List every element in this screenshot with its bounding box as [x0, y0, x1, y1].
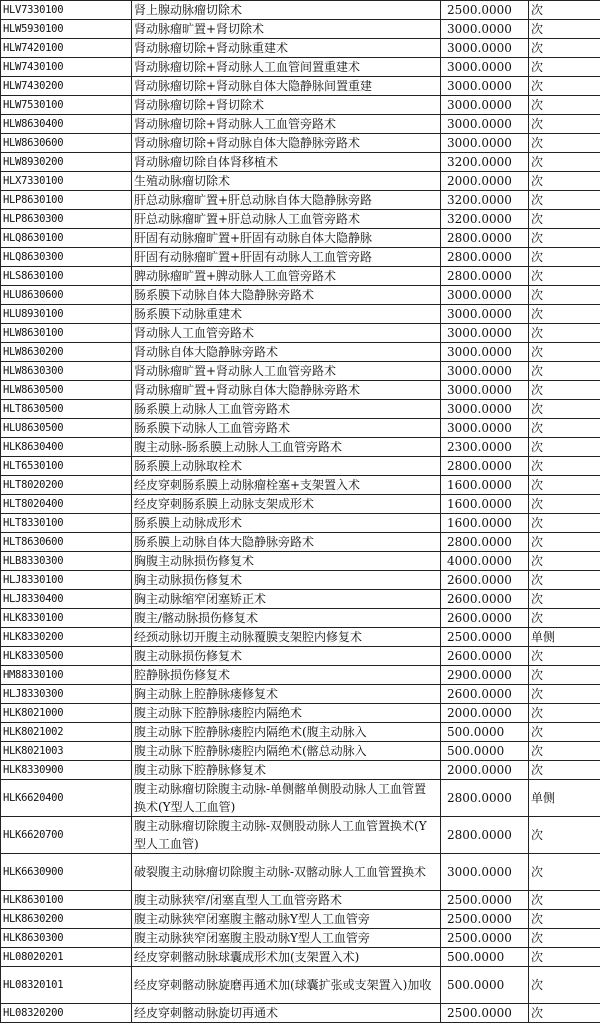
- item-name-cell: 经皮穿刺髂动脉旋磨再通术加(球囊扩张或支架置入)加收: [132, 967, 441, 1004]
- table-row: [1, 134, 600, 153]
- item-price-cell: 2500.0000: [441, 1004, 529, 1023]
- item-price-cell: 500.0000: [441, 948, 529, 967]
- item-price-cell: 3000.0000: [441, 96, 529, 115]
- item-unit-cell: 次: [529, 1, 600, 20]
- item-code-cell: HLJ8330300: [1, 685, 132, 704]
- item-unit-cell: 次: [529, 400, 600, 419]
- item-name-cell: 肠系膜上动脉人工血管旁路术: [132, 400, 441, 419]
- item-price-cell: 3200.0000: [441, 191, 529, 210]
- item-price-cell: 2600.0000: [441, 647, 529, 666]
- item-unit-cell: 次: [529, 609, 600, 628]
- item-name-cell: 肠系膜上动脉取栓术: [132, 457, 441, 476]
- item-code-cell: HLK8630400: [1, 438, 132, 457]
- table-row: [1, 210, 600, 229]
- table-row: [1, 457, 600, 476]
- item-price-cell: 3000.0000: [441, 134, 529, 153]
- item-name-cell: 经皮穿刺髂动脉球囊成形术加(支架置入术): [132, 948, 441, 967]
- item-name-cell: 肝固有动脉瘤旷置+肝固有动脉人工血管旁路: [132, 248, 441, 267]
- item-name-cell: 肾动脉瘤切除自体肾移植术: [132, 153, 441, 172]
- item-price-cell: 2800.0000: [441, 267, 529, 286]
- table-row: [1, 761, 600, 780]
- table-row: [1, 248, 600, 267]
- item-price-cell: 3000.0000: [441, 324, 529, 343]
- item-price-cell: 2800.0000: [441, 457, 529, 476]
- table-row: [1, 172, 600, 191]
- item-price-cell: 2500.0000: [441, 910, 529, 929]
- item-unit-cell: 次: [529, 381, 600, 400]
- item-code-cell: HLT8630500: [1, 400, 132, 419]
- item-price-cell: 4000.0000: [441, 552, 529, 571]
- item-code-cell: HLB8330300: [1, 552, 132, 571]
- item-price-cell: 3200.0000: [441, 153, 529, 172]
- item-unit-cell: 单侧: [529, 628, 600, 647]
- item-name-cell: 肾动脉瘤切除+肾动脉自体大隐静脉间置重建: [132, 77, 441, 96]
- item-name-cell: 胸主动脉缩窄闭塞矫正术: [132, 590, 441, 609]
- item-unit-cell: 次: [529, 172, 600, 191]
- table-row: [1, 552, 600, 571]
- item-price-cell: 1600.0000: [441, 495, 529, 514]
- item-unit-cell: 次: [529, 324, 600, 343]
- item-unit-cell: 次: [529, 647, 600, 666]
- item-unit-cell: 次: [529, 343, 600, 362]
- item-price-cell: 2600.0000: [441, 609, 529, 628]
- item-unit-cell: 次: [529, 419, 600, 438]
- item-name-cell: 肾动脉瘤旷置+肾动脉自体大隐静脉旁路术: [132, 381, 441, 400]
- table-row: [1, 400, 600, 419]
- item-price-cell: 3000.0000: [441, 362, 529, 381]
- item-code-cell: HLW7420100: [1, 39, 132, 58]
- item-unit-cell: 次: [529, 77, 600, 96]
- table-row: [1, 929, 600, 948]
- item-code-cell: HLK6630900: [1, 854, 132, 891]
- item-unit-cell: 次: [529, 1004, 600, 1023]
- item-unit-cell: 次: [529, 817, 600, 854]
- table-row: [1, 533, 600, 552]
- item-code-cell: HLJ8330100: [1, 571, 132, 590]
- item-code-cell: HLJ8330400: [1, 590, 132, 609]
- table-row: [1, 571, 600, 590]
- item-unit-cell: 次: [529, 533, 600, 552]
- item-name-cell: 肠系膜下动脉重建术: [132, 305, 441, 324]
- item-name-cell: 肾动脉瘤旷置+肾切除术: [132, 20, 441, 39]
- item-price-cell: 2500.0000: [441, 628, 529, 647]
- item-name-cell: 腹主动脉下腔静脉瘘腔内隔绝术(髂总动脉入: [132, 742, 441, 761]
- item-code-cell: HLK8330200: [1, 628, 132, 647]
- item-unit-cell: 次: [529, 704, 600, 723]
- item-name-cell: 腹主动脉狭窄/闭塞直型人工血管旁路术: [132, 891, 441, 910]
- item-unit-cell: 次: [529, 20, 600, 39]
- item-price-cell: 2500.0000: [441, 1, 529, 20]
- item-unit-cell: 次: [529, 476, 600, 495]
- item-name-cell: 腹主动脉下腔静脉修复术: [132, 761, 441, 780]
- item-price-cell: 3000.0000: [441, 58, 529, 77]
- item-code-cell: HLU8630600: [1, 286, 132, 305]
- table-row: [1, 381, 600, 400]
- item-name-cell: 肾动脉瘤切除+肾切除术: [132, 96, 441, 115]
- item-name-cell: 肝总动脉瘤旷置+肝总动脉人工血管旁路术: [132, 210, 441, 229]
- item-price-cell: 2600.0000: [441, 685, 529, 704]
- item-code-cell: HLQ8630300: [1, 248, 132, 267]
- item-name-cell: 胸腹主动脉损伤修复术: [132, 552, 441, 571]
- item-price-cell: 2000.0000: [441, 761, 529, 780]
- item-code-cell: HLW8630300: [1, 362, 132, 381]
- item-unit-cell: 次: [529, 248, 600, 267]
- item-unit-cell: 次: [529, 191, 600, 210]
- table-row: [1, 910, 600, 929]
- item-unit-cell: 次: [529, 723, 600, 742]
- item-code-cell: HLW8630200: [1, 343, 132, 362]
- table-row: [1, 704, 600, 723]
- item-code-cell: HLT8330100: [1, 514, 132, 533]
- item-code-cell: HLS8630100: [1, 267, 132, 286]
- item-name-cell: 肾动脉人工血管旁路术: [132, 324, 441, 343]
- item-unit-cell: 次: [529, 210, 600, 229]
- item-name-cell: 肝总动脉瘤旷置+肝总动脉自体大隐静脉旁路: [132, 191, 441, 210]
- item-price-cell: 3000.0000: [441, 419, 529, 438]
- item-price-cell: 3000.0000: [441, 381, 529, 400]
- table-row: [1, 39, 600, 58]
- table-row: [1, 20, 600, 39]
- item-code-cell: HLT8020400: [1, 495, 132, 514]
- item-code-cell: HLK8021000: [1, 704, 132, 723]
- item-code-cell: HLK8630300: [1, 929, 132, 948]
- table-row: [1, 590, 600, 609]
- item-price-cell: 3000.0000: [441, 854, 529, 891]
- table-row: [1, 343, 600, 362]
- item-price-cell: 3000.0000: [441, 400, 529, 419]
- item-code-cell: HLK8021003: [1, 742, 132, 761]
- table-row: [1, 1004, 600, 1023]
- item-name-cell: 腹主动脉-肠系膜上动脉人工血管旁路术: [132, 438, 441, 457]
- item-name-cell: 生殖动脉瘤切除术: [132, 172, 441, 191]
- item-name-cell: 经皮穿刺髂动脉旋切再通术: [132, 1004, 441, 1023]
- item-unit-cell: 次: [529, 39, 600, 58]
- item-code-cell: HLW7430200: [1, 77, 132, 96]
- item-price-cell: 3000.0000: [441, 286, 529, 305]
- item-code-cell: HL08320101: [1, 967, 132, 1004]
- item-name-cell: 肠系膜上动脉成形术: [132, 514, 441, 533]
- item-code-cell: HLW8630100: [1, 324, 132, 343]
- item-unit-cell: 次: [529, 666, 600, 685]
- table-row: [1, 476, 600, 495]
- item-code-cell: HLT6530100: [1, 457, 132, 476]
- table-row: [1, 229, 600, 248]
- item-code-cell: HLK8330500: [1, 647, 132, 666]
- item-code-cell: HLK8630100: [1, 891, 132, 910]
- item-price-cell: 1600.0000: [441, 514, 529, 533]
- item-name-cell: 腹主动脉狭窄闭塞腹主髂动脉Y型人工血管旁: [132, 910, 441, 929]
- item-name-cell: 经皮穿刺肠系膜上动脉支架成形术: [132, 495, 441, 514]
- item-unit-cell: 次: [529, 685, 600, 704]
- table-row: [1, 362, 600, 381]
- item-name-cell: 腹主/髂动脉损伤修复术: [132, 609, 441, 628]
- item-name-cell: 腔静脉损伤修复术: [132, 666, 441, 685]
- item-name-cell: 肾动脉瘤旷置+肾动脉人工血管旁路术: [132, 362, 441, 381]
- item-price-cell: 2900.0000: [441, 666, 529, 685]
- item-unit-cell: 次: [529, 286, 600, 305]
- price-table-body: [1, 1, 600, 1023]
- item-code-cell: HLK6620700: [1, 817, 132, 854]
- item-price-cell: 3000.0000: [441, 305, 529, 324]
- item-unit-cell: 次: [529, 929, 600, 948]
- item-unit-cell: 次: [529, 761, 600, 780]
- item-unit-cell: 次: [529, 457, 600, 476]
- item-price-cell: 2300.0000: [441, 438, 529, 457]
- item-code-cell: HLW8930200: [1, 153, 132, 172]
- item-unit-cell: 次: [529, 438, 600, 457]
- item-code-cell: HLU8930100: [1, 305, 132, 324]
- item-code-cell: HLU8630500: [1, 419, 132, 438]
- item-name-cell: 腹主动脉下腔静脉瘘腔内隔绝术(腹主动脉入: [132, 723, 441, 742]
- item-unit-cell: 次: [529, 910, 600, 929]
- item-price-cell: 500.0000: [441, 967, 529, 1004]
- item-price-cell: 1600.0000: [441, 476, 529, 495]
- item-code-cell: HLP8630100: [1, 191, 132, 210]
- item-price-cell: 3000.0000: [441, 39, 529, 58]
- table-row: [1, 628, 600, 647]
- table-row: [1, 438, 600, 457]
- item-unit-cell: 次: [529, 229, 600, 248]
- item-name-cell: 经皮穿刺肠系膜上动脉瘤栓塞+支架置入术: [132, 476, 441, 495]
- item-name-cell: 腹主动脉瘤切除腹主动脉-双侧股动脉人工血管置换术(Y型人工血管): [132, 817, 441, 854]
- table-row: [1, 891, 600, 910]
- table-row: [1, 324, 600, 343]
- item-code-cell: HLW8630400: [1, 115, 132, 134]
- table-row: [1, 495, 600, 514]
- table-row: [1, 286, 600, 305]
- item-name-cell: 腹主动脉瘤切除腹主动脉-单侧髂单侧股动脉人工血管置换术(Y型人工血管): [132, 780, 441, 817]
- item-unit-cell: 次: [529, 590, 600, 609]
- item-code-cell: HLT8630600: [1, 533, 132, 552]
- item-unit-cell: 次: [529, 891, 600, 910]
- item-name-cell: 腹主动脉狭窄闭塞腹主股动脉Y型人工血管旁: [132, 929, 441, 948]
- item-unit-cell: 次: [529, 153, 600, 172]
- item-code-cell: HLX7330100: [1, 172, 132, 191]
- item-code-cell: HLW7530100: [1, 96, 132, 115]
- item-unit-cell: 次: [529, 58, 600, 77]
- item-unit-cell: 次: [529, 267, 600, 286]
- item-price-cell: 3200.0000: [441, 210, 529, 229]
- item-unit-cell: 次: [529, 362, 600, 381]
- table-row: [1, 609, 600, 628]
- item-unit-cell: 单侧: [529, 780, 600, 817]
- table-row: [1, 77, 600, 96]
- item-code-cell: HLW8630500: [1, 381, 132, 400]
- item-unit-cell: 次: [529, 96, 600, 115]
- item-unit-cell: 次: [529, 948, 600, 967]
- item-name-cell: 胸主动脉损伤修复术: [132, 571, 441, 590]
- item-unit-cell: 次: [529, 854, 600, 891]
- item-name-cell: 胸主动脉上腔静脉瘘修复术: [132, 685, 441, 704]
- item-price-cell: 2800.0000: [441, 248, 529, 267]
- item-code-cell: HLW5930100: [1, 20, 132, 39]
- table-row: [1, 419, 600, 438]
- item-name-cell: 脾动脉瘤旷置+脾动脉人工血管旁路术: [132, 267, 441, 286]
- table-row: [1, 967, 600, 1004]
- item-price-cell: 2000.0000: [441, 172, 529, 191]
- item-name-cell: 经颈动脉切开腹主动脉覆膜支架腔内修复术: [132, 628, 441, 647]
- item-unit-cell: 次: [529, 514, 600, 533]
- item-price-cell: 3000.0000: [441, 115, 529, 134]
- item-price-cell: 3000.0000: [441, 77, 529, 96]
- item-name-cell: 腹主动脉损伤修复术: [132, 647, 441, 666]
- item-code-cell: HLT8020200: [1, 476, 132, 495]
- item-price-cell: 500.0000: [441, 742, 529, 761]
- item-unit-cell: 次: [529, 571, 600, 590]
- item-code-cell: HL08320200: [1, 1004, 132, 1023]
- item-name-cell: 肾动脉瘤切除+肾动脉人工血管间置重建术: [132, 58, 441, 77]
- item-code-cell: HLW8630600: [1, 134, 132, 153]
- item-price-cell: 2600.0000: [441, 590, 529, 609]
- item-price-cell: 2500.0000: [441, 929, 529, 948]
- table-row: [1, 115, 600, 134]
- item-price-cell: 2800.0000: [441, 817, 529, 854]
- item-name-cell: 肾动脉自体大隐静脉旁路术: [132, 343, 441, 362]
- item-price-cell: 2800.0000: [441, 229, 529, 248]
- table-row: [1, 267, 600, 286]
- item-code-cell: HLK6620400: [1, 780, 132, 817]
- table-row: [1, 1, 600, 20]
- item-code-cell: HLQ8630100: [1, 229, 132, 248]
- item-unit-cell: 次: [529, 115, 600, 134]
- table-row: [1, 666, 600, 685]
- table-row: [1, 817, 600, 854]
- item-unit-cell: 次: [529, 967, 600, 1004]
- item-name-cell: 肾上腺动脉瘤切除术: [132, 1, 441, 20]
- item-price-cell: 2800.0000: [441, 533, 529, 552]
- table-row: [1, 854, 600, 891]
- item-price-cell: 500.0000: [441, 723, 529, 742]
- table-row: [1, 305, 600, 324]
- item-code-cell: HLK8630200: [1, 910, 132, 929]
- item-code-cell: HL08020201: [1, 948, 132, 967]
- item-name-cell: 肾动脉瘤切除+肾动脉自体大隐静脉旁路术: [132, 134, 441, 153]
- item-name-cell: 破裂腹主动脉瘤切除腹主动脉-双髂动脉人工血管置换术: [132, 854, 441, 891]
- item-price-cell: 2800.0000: [441, 780, 529, 817]
- item-code-cell: HM88330100: [1, 666, 132, 685]
- item-code-cell: HLK8330900: [1, 761, 132, 780]
- item-price-cell: 2500.0000: [441, 891, 529, 910]
- item-price-cell: 3000.0000: [441, 343, 529, 362]
- item-unit-cell: 次: [529, 134, 600, 153]
- item-unit-cell: 次: [529, 552, 600, 571]
- item-price-cell: 2000.0000: [441, 704, 529, 723]
- table-row: [1, 514, 600, 533]
- table-row: [1, 948, 600, 967]
- table-row: [1, 58, 600, 77]
- item-price-cell: 2600.0000: [441, 571, 529, 590]
- item-unit-cell: 次: [529, 305, 600, 324]
- table-row: [1, 96, 600, 115]
- item-name-cell: 肠系膜下动脉自体大隐静脉旁路术: [132, 286, 441, 305]
- item-name-cell: 肠系膜上动脉自体大隐静脉旁路术: [132, 533, 441, 552]
- item-code-cell: HLP8630300: [1, 210, 132, 229]
- item-name-cell: 肝固有动脉瘤旷置+肝固有动脉自体大隐静脉: [132, 229, 441, 248]
- item-code-cell: HLK8330100: [1, 609, 132, 628]
- item-name-cell: 腹主动脉下腔静脉瘘腔内隔绝术: [132, 704, 441, 723]
- item-price-cell: 3000.0000: [441, 20, 529, 39]
- table-row: [1, 153, 600, 172]
- item-name-cell: 肾动脉瘤切除+肾动脉重建术: [132, 39, 441, 58]
- table-row: [1, 742, 600, 761]
- table-row: [1, 685, 600, 704]
- table-row: [1, 647, 600, 666]
- item-code-cell: HLV7330100: [1, 1, 132, 20]
- item-name-cell: 肾动脉瘤切除+肾动脉人工血管旁路术: [132, 115, 441, 134]
- item-unit-cell: 次: [529, 742, 600, 761]
- item-name-cell: 肠系膜下动脉人工血管旁路术: [132, 419, 441, 438]
- table-row: [1, 780, 600, 817]
- table-row: [1, 723, 600, 742]
- table-row: [1, 191, 600, 210]
- item-code-cell: HLW7430100: [1, 58, 132, 77]
- item-unit-cell: 次: [529, 495, 600, 514]
- item-code-cell: HLK8021002: [1, 723, 132, 742]
